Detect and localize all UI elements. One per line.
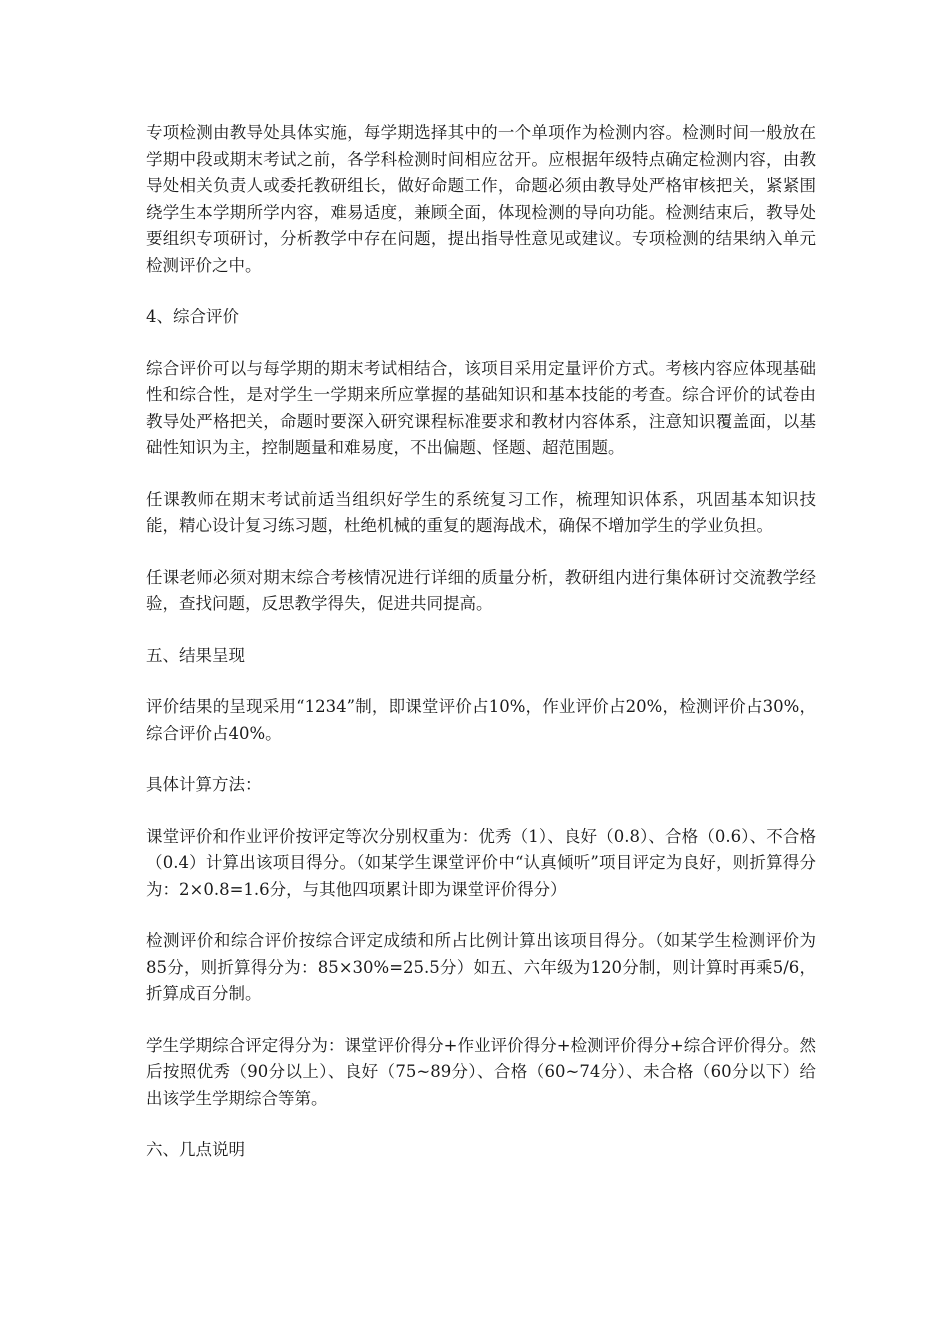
paragraph-final-grade: 学生学期综合评定得分为：课堂评价得分+作业评价得分+检测评价得分+综合评价得分。然后按照优秀（90分以上）、良好（75~89分）、合格（60~74分）、未合格（60分以下）给出该学生学期综合等第。 — [146, 1035, 816, 1108]
heading-comprehensive-evaluation: 4、综合评价 — [146, 307, 239, 326]
document-page — [146, 120, 816, 1189]
paragraph-1234-system: 评价结果的呈现采用“1234”制，即课堂评价占10%，作业评价占20%，检测评价占30%，综合评价占40%。 — [146, 697, 816, 743]
heading-notes: 六、几点说明 — [146, 1140, 245, 1159]
paragraph-weighting: 课堂评价和作业评价按评定等次分别权重为：优秀（1）、良好（0.8）、合格（0.6）、不合格（0.4）计算出该项目得分。（如某学生课堂评价中“认真倾听”项目评定为良好，则折算得分为：2×0.8=1.6分，与其他四项累计即为课堂评价得分） — [146, 826, 816, 899]
paragraph-review-work: 任课教师在期末考试前适当组织好学生的系统复习工作，梳理知识体系，巩固基本知识技能，精心设计复习练习题，杜绝机械的重复的题海战术，确保不增加学生的学业负担。 — [146, 489, 816, 535]
heading-calculation-method: 具体计算方法： — [146, 775, 262, 794]
paragraph-comprehensive-evaluation: 综合评价可以与每学期的期末考试相结合，该项目采用定量评价方式。考核内容应体现基础性和综合性，是对学生一学期来所应掌握的基础知识和基本技能的考查。综合评价的试卷由教导处严格把关，命题时要深入研究课程标准要求和教材内容体系，注意知识覆盖面，以基础性知识为主，控制题量和难易度，不出偏题、怪题、超范围题。 — [146, 358, 816, 457]
paragraph-special-test: 专项检测由教导处具体实施，每学期选择其中的一个单项作为检测内容。检测时间一般放在学期中段或期末考试之前，各学科检测时间相应岔开。应根据年级特点确定检测内容，由教导处相关负责人或委托教研组长，做好命题工作，命题必须由教导处严格审核把关，紧紧围绕学生本学期所学内容，难易适度，兼顾全面，体现检测的导向功能。检测结束后，教导处要组织专项研讨，分析教学中存在问题，提出指导性意见或建议。专项检测的结果纳入单元检测评价之中。 — [146, 123, 816, 275]
heading-result-presentation: 五、结果呈现 — [146, 645, 245, 665]
paragraph-test-scoring: 检测评价和综合评价按综合评定成绩和所占比例计算出该项目得分。（如某学生检测评价为85分，则折算得分为：85×30%=25.5分）如五、六年级为120分制，则计算时再乘5/6，折算成百分制。 — [146, 931, 816, 1003]
paragraph-quality-analysis: 任课老师必须对期末综合考核情况进行详细的质量分析，教研组内进行集体研讨交流教学经验，查找问题，反思教学得失，促进共同提高。 — [146, 567, 816, 613]
